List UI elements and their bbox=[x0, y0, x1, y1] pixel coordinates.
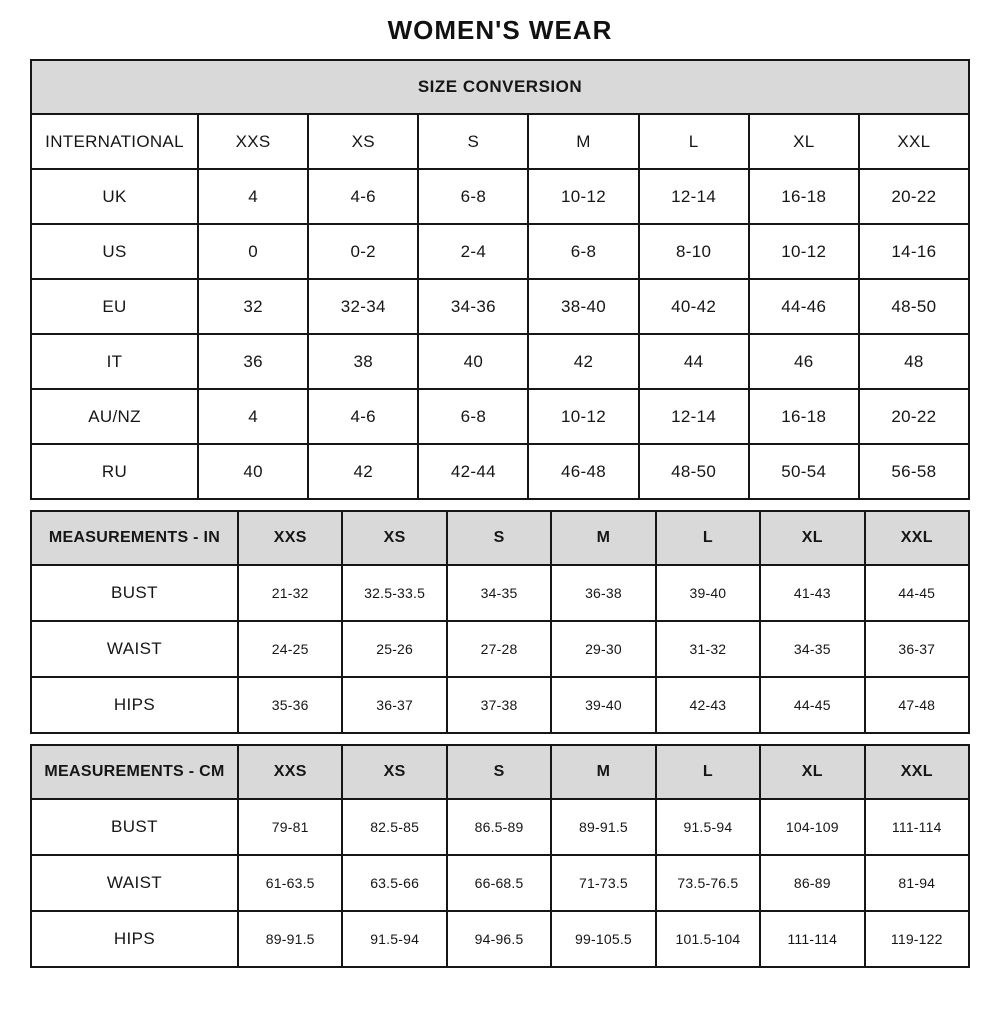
cell-value: 24-25 bbox=[238, 621, 342, 677]
column-header: M bbox=[551, 745, 655, 799]
row-label: WAIST bbox=[31, 621, 238, 677]
row-label: RU bbox=[31, 444, 198, 499]
table-band-header: SIZE CONVERSION bbox=[31, 60, 969, 114]
cell-value: 63.5-66 bbox=[342, 855, 446, 911]
cell-value: 38 bbox=[308, 334, 418, 389]
cell-value: 48-50 bbox=[859, 279, 969, 334]
cell-value: 89-91.5 bbox=[238, 911, 342, 967]
cell-value: 39-40 bbox=[551, 677, 655, 733]
cell-value: 0-2 bbox=[308, 224, 418, 279]
cell-value: 37-38 bbox=[447, 677, 551, 733]
cell-value: 35-36 bbox=[238, 677, 342, 733]
cell-value: 34-35 bbox=[447, 565, 551, 621]
cell-value: 10-12 bbox=[528, 169, 638, 224]
cell-value: 2-4 bbox=[418, 224, 528, 279]
row-label: HIPS bbox=[31, 911, 238, 967]
cell-value: 41-43 bbox=[760, 565, 864, 621]
cell-value: 46-48 bbox=[528, 444, 638, 499]
cell-value: 4 bbox=[198, 389, 308, 444]
column-header: S bbox=[418, 114, 528, 169]
cell-value: 10-12 bbox=[528, 389, 638, 444]
cell-value: 104-109 bbox=[760, 799, 864, 855]
cell-value: 32.5-33.5 bbox=[342, 565, 446, 621]
cell-value: 119-122 bbox=[865, 911, 969, 967]
row-label: EU bbox=[31, 279, 198, 334]
cell-value: 101.5-104 bbox=[656, 911, 760, 967]
cell-value: 79-81 bbox=[238, 799, 342, 855]
column-header: L bbox=[639, 114, 749, 169]
measurements-in-header bbox=[31, 511, 969, 565]
row-label: WAIST bbox=[31, 855, 238, 911]
cell-value: 34-36 bbox=[418, 279, 528, 334]
table-row bbox=[31, 334, 969, 389]
table-row bbox=[31, 855, 969, 911]
cell-value: 0 bbox=[198, 224, 308, 279]
column-header: XS bbox=[308, 114, 418, 169]
table-row bbox=[31, 911, 969, 967]
cell-value: 66-68.5 bbox=[447, 855, 551, 911]
cell-value: 25-26 bbox=[342, 621, 446, 677]
column-header: XXS bbox=[238, 511, 342, 565]
table-row bbox=[31, 60, 969, 114]
cell-value: 31-32 bbox=[656, 621, 760, 677]
cell-value: 81-94 bbox=[865, 855, 969, 911]
cell-value: 14-16 bbox=[859, 224, 969, 279]
column-header: XXS bbox=[238, 745, 342, 799]
cell-value: 82.5-85 bbox=[342, 799, 446, 855]
column-header: XXL bbox=[865, 511, 969, 565]
cell-value: 40 bbox=[198, 444, 308, 499]
column-header: XXS bbox=[198, 114, 308, 169]
cell-value: 36-37 bbox=[342, 677, 446, 733]
cell-value: 71-73.5 bbox=[551, 855, 655, 911]
cell-value: 86.5-89 bbox=[447, 799, 551, 855]
column-header: XS bbox=[342, 745, 446, 799]
cell-value: 32 bbox=[198, 279, 308, 334]
cell-value: 99-105.5 bbox=[551, 911, 655, 967]
table-row bbox=[31, 565, 969, 621]
row-label: UK bbox=[31, 169, 198, 224]
cell-value: 44 bbox=[639, 334, 749, 389]
table-row bbox=[31, 169, 969, 224]
size-conversion-body bbox=[31, 114, 969, 499]
table-row bbox=[31, 745, 969, 799]
cell-value: 8-10 bbox=[639, 224, 749, 279]
cell-value: 39-40 bbox=[656, 565, 760, 621]
cell-value: 89-91.5 bbox=[551, 799, 655, 855]
column-header: L bbox=[656, 745, 760, 799]
column-header: S bbox=[447, 511, 551, 565]
column-header: XS bbox=[342, 511, 446, 565]
cell-value: 44-45 bbox=[760, 677, 864, 733]
cell-value: 91.5-94 bbox=[656, 799, 760, 855]
cell-value: 46 bbox=[749, 334, 859, 389]
cell-value: 4-6 bbox=[308, 169, 418, 224]
table-title-header: MEASUREMENTS - CM bbox=[31, 745, 238, 799]
table-row bbox=[31, 444, 969, 499]
cell-value: 73.5-76.5 bbox=[656, 855, 760, 911]
row-label: IT bbox=[31, 334, 198, 389]
cell-value: 44-45 bbox=[865, 565, 969, 621]
table-title-header: MEASUREMENTS - IN bbox=[31, 511, 238, 565]
column-header: M bbox=[551, 511, 655, 565]
cell-value: 61-63.5 bbox=[238, 855, 342, 911]
cell-value: 86-89 bbox=[760, 855, 864, 911]
cell-value: 6-8 bbox=[418, 169, 528, 224]
cell-value: 47-48 bbox=[865, 677, 969, 733]
cell-value: 32-34 bbox=[308, 279, 418, 334]
corner-label: INTERNATIONAL bbox=[31, 114, 198, 169]
cell-value: 42 bbox=[308, 444, 418, 499]
size-conversion-header bbox=[31, 60, 969, 114]
cell-value: 12-14 bbox=[639, 169, 749, 224]
table-row bbox=[31, 224, 969, 279]
table-row bbox=[31, 677, 969, 733]
cell-value: 56-58 bbox=[859, 444, 969, 499]
cell-value: 50-54 bbox=[749, 444, 859, 499]
measurements-in-table bbox=[30, 510, 970, 734]
cell-value: 111-114 bbox=[760, 911, 864, 967]
cell-value: 4 bbox=[198, 169, 308, 224]
cell-value: 34-35 bbox=[760, 621, 864, 677]
cell-value: 44-46 bbox=[749, 279, 859, 334]
cell-value: 16-18 bbox=[749, 389, 859, 444]
row-label: US bbox=[31, 224, 198, 279]
table-row bbox=[31, 511, 969, 565]
cell-value: 10-12 bbox=[749, 224, 859, 279]
column-header: L bbox=[656, 511, 760, 565]
cell-value: 12-14 bbox=[639, 389, 749, 444]
table-row bbox=[31, 799, 969, 855]
cell-value: 16-18 bbox=[749, 169, 859, 224]
cell-value: 40-42 bbox=[639, 279, 749, 334]
table-row bbox=[31, 279, 969, 334]
row-label: BUST bbox=[31, 565, 238, 621]
column-header: XL bbox=[760, 511, 864, 565]
measurements-cm-body bbox=[31, 799, 969, 967]
page-title: WOMEN'S WEAR bbox=[387, 15, 613, 45]
cell-value: 29-30 bbox=[551, 621, 655, 677]
row-label: BUST bbox=[31, 799, 238, 855]
cell-value: 48-50 bbox=[639, 444, 749, 499]
cell-value: 20-22 bbox=[859, 169, 969, 224]
cell-value: 42-43 bbox=[656, 677, 760, 733]
table-row bbox=[31, 114, 969, 169]
cell-value: 21-32 bbox=[238, 565, 342, 621]
table-row bbox=[31, 389, 969, 444]
cell-value: 48 bbox=[859, 334, 969, 389]
cell-value: 6-8 bbox=[418, 389, 528, 444]
cell-value: 111-114 bbox=[865, 799, 969, 855]
column-header: M bbox=[528, 114, 638, 169]
measurements-in-body bbox=[31, 565, 969, 733]
row-label: HIPS bbox=[31, 677, 238, 733]
cell-value: 27-28 bbox=[447, 621, 551, 677]
table-row bbox=[31, 621, 969, 677]
cell-value: 91.5-94 bbox=[342, 911, 446, 967]
cell-value: 42 bbox=[528, 334, 638, 389]
row-label: AU/NZ bbox=[31, 389, 198, 444]
cell-value: 6-8 bbox=[528, 224, 638, 279]
cell-value: 20-22 bbox=[859, 389, 969, 444]
cell-value: 36-37 bbox=[865, 621, 969, 677]
measurements-cm-table bbox=[30, 744, 970, 968]
size-conversion-table bbox=[30, 59, 970, 500]
size-chart-page bbox=[0, 15, 1000, 968]
column-header: XL bbox=[749, 114, 859, 169]
cell-value: 36-38 bbox=[551, 565, 655, 621]
column-header: XXL bbox=[859, 114, 969, 169]
cell-value: 4-6 bbox=[308, 389, 418, 444]
cell-value: 36 bbox=[198, 334, 308, 389]
column-header: XXL bbox=[865, 745, 969, 799]
column-header: S bbox=[447, 745, 551, 799]
cell-value: 42-44 bbox=[418, 444, 528, 499]
column-header: XL bbox=[760, 745, 864, 799]
cell-value: 94-96.5 bbox=[447, 911, 551, 967]
cell-value: 40 bbox=[418, 334, 528, 389]
measurements-cm-header bbox=[31, 745, 969, 799]
cell-value: 38-40 bbox=[528, 279, 638, 334]
